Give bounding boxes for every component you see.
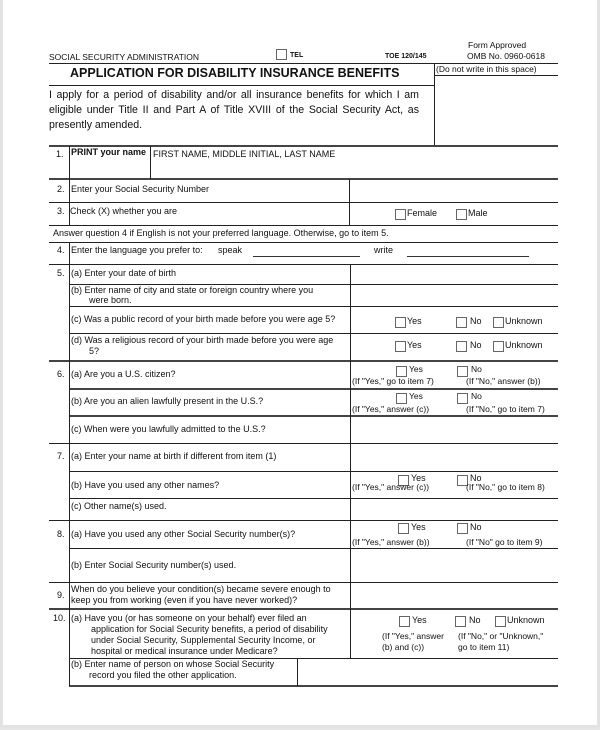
divider xyxy=(49,202,558,203)
yes-label: Yes xyxy=(411,473,426,483)
divider xyxy=(49,225,558,226)
q7b-yes-note: (If "Yes," answer (c)) xyxy=(352,482,430,492)
form-approved: Form Approved xyxy=(468,40,527,50)
divider xyxy=(49,443,558,444)
q6b-label: (b) Are you an alien lawfully present in the U.S.? xyxy=(71,396,264,406)
q7c-label: (c) Other name(s) used. xyxy=(71,501,167,511)
q8a-yes-checkbox[interactable] xyxy=(398,523,409,534)
tel-label: TEL xyxy=(290,52,304,59)
q8a-label: (a) Have you used any other Social Security number(s)? xyxy=(71,529,296,539)
q5d-label: (d) Was a religious record of your birth made before you were age xyxy=(71,335,334,345)
divider xyxy=(297,658,298,686)
q5d-no-checkbox[interactable] xyxy=(456,341,467,352)
divider xyxy=(49,85,434,86)
q5c-yes-checkbox[interactable] xyxy=(395,317,406,328)
divider xyxy=(349,179,350,225)
write-language-input[interactable] xyxy=(407,256,529,257)
form-title: APPLICATION FOR DISABILITY INSURANCE BENEFITS xyxy=(70,66,400,80)
q1-name-hint[interactable]: FIRST NAME, MIDDLE INITIAL, LAST NAME xyxy=(153,149,336,159)
q5a-label: (a) Enter your date of birth xyxy=(71,268,177,278)
yes-label: Yes xyxy=(411,522,426,532)
ssn-input[interactable] xyxy=(351,184,556,200)
q10a-label: (a) Have you (or has someone on your behalf) ever filed an xyxy=(71,613,307,623)
no-label: No xyxy=(471,391,482,401)
q5d-label-cont: 5? xyxy=(89,346,100,356)
q5b-label: (b) Enter name of city and state or foreign country where you xyxy=(71,285,314,295)
q5c-unknown-checkbox[interactable] xyxy=(493,317,504,328)
q6b-yes-note: (If "Yes," answer (c)) xyxy=(352,404,430,414)
yes-label: Yes xyxy=(407,340,422,350)
divider xyxy=(69,242,70,686)
unknown-label: Unknown xyxy=(507,615,545,625)
divider xyxy=(49,264,558,265)
female-checkbox[interactable] xyxy=(395,209,406,220)
yes-label: Yes xyxy=(412,615,427,625)
q3-label: Check (X) whether you are xyxy=(70,206,178,216)
no-label: No xyxy=(470,522,482,532)
do-not-write-label: (Do not write in this space) xyxy=(436,64,537,74)
divider xyxy=(69,415,558,417)
q10a-unknown-checkbox[interactable] xyxy=(495,616,506,627)
q10a-yes-checkbox[interactable] xyxy=(399,616,410,627)
q7a-label: (a) Enter your name at birth if different from item (1) xyxy=(71,451,277,461)
speak-label: speak xyxy=(218,245,243,255)
q2-label: Enter your Social Security Number xyxy=(71,184,210,194)
unknown-label: Unknown xyxy=(505,316,543,326)
q5c-no-checkbox[interactable] xyxy=(456,317,467,328)
q10a-label-cont: application for Social Security benefits, a period of disability xyxy=(91,624,328,634)
q10a-yes-note: (If "Yes," answer xyxy=(382,631,444,641)
q7b-no-note: (If "No," go to item 8) xyxy=(466,482,545,492)
divider xyxy=(350,264,351,658)
q10a-label-cont: under Social Security, Supplemental Security Income, or xyxy=(91,635,316,645)
agency-name: SOCIAL SECURITY ADMINISTRATION xyxy=(49,52,200,62)
q10a-label-cont: hospital or medical insurance under Medicare? xyxy=(91,646,278,656)
q5c-label: (c) Was a public record of your birth made before you were age 5? xyxy=(71,314,336,324)
q10a-yes-note-cont: (b) and (c)) xyxy=(382,642,425,652)
q7b-label: (b) Have you used any other names? xyxy=(71,480,220,490)
omb-number: OMB No. 0960-0618 xyxy=(467,51,545,61)
q9-label-cont: keep you from working (even if you have never worked)? xyxy=(71,595,298,605)
divider xyxy=(49,178,558,180)
divider xyxy=(49,608,558,610)
q6a-yes-note: (If "Yes," go to item 7) xyxy=(352,376,434,386)
q8a-no-note: (If "No" go to item 9) xyxy=(466,537,543,547)
q10a-no-note-cont: go to item 11) xyxy=(458,642,510,652)
q7-number: 7. xyxy=(57,451,65,461)
q9-label: When do you believe your condition(s) became severe enough to xyxy=(71,584,331,594)
q5d-unknown-checkbox[interactable] xyxy=(493,341,504,352)
q10a-no-checkbox[interactable] xyxy=(455,616,466,627)
yes-label: Yes xyxy=(409,364,423,374)
divider xyxy=(69,471,558,472)
q9-number: 9. xyxy=(57,590,65,600)
no-label: No xyxy=(470,340,482,350)
divider xyxy=(69,548,558,549)
q10b-label-cont: record you filed the other application. xyxy=(89,670,237,680)
divider xyxy=(69,685,558,687)
q10-number: 10. xyxy=(53,613,66,623)
yes-label: Yes xyxy=(407,316,422,326)
divider xyxy=(49,582,558,583)
q8b-label: (b) Enter Social Security number(s) used. xyxy=(71,560,237,570)
q3-number: 3. xyxy=(57,206,65,216)
q8a-no-checkbox[interactable] xyxy=(457,523,468,534)
divider xyxy=(69,498,558,499)
q6c-label: (c) When were you lawfully admitted to the U.S.? xyxy=(71,424,266,434)
q10b-label: (b) Enter name of person on whose Social Security xyxy=(71,659,275,669)
q6b-no-note: (If "No," go to item 7) xyxy=(466,404,545,414)
tel-checkbox[interactable] xyxy=(276,49,287,60)
toe-code: TOE 120/145 xyxy=(385,53,427,60)
write-label: write xyxy=(374,245,394,255)
q8-number: 8. xyxy=(57,529,65,539)
intro-text: I apply for a period of disability and/or all insurance benefits for which I am eligible under Title II and Part A of Title XVIII of the Social Security Act, as presently amended. xyxy=(49,89,419,131)
divider xyxy=(49,520,558,521)
male-label: Male xyxy=(468,208,488,218)
speak-language-input[interactable] xyxy=(253,256,360,257)
female-label: Female xyxy=(407,208,438,218)
yes-label: Yes xyxy=(409,391,423,401)
q5b-label-cont: were born. xyxy=(89,295,132,305)
no-label: No xyxy=(470,316,482,326)
q6a-label: (a) Are you a U.S. citizen? xyxy=(71,369,176,379)
divider xyxy=(69,333,558,334)
q5-number: 5. xyxy=(57,268,65,278)
q6a-no-note: (If "No," answer (b)) xyxy=(466,376,541,386)
male-checkbox[interactable] xyxy=(456,209,467,220)
divider xyxy=(49,360,558,362)
q6-number: 6. xyxy=(57,369,65,379)
no-label: No xyxy=(469,615,481,625)
q6b-yes-checkbox[interactable] xyxy=(396,393,407,404)
divider xyxy=(150,146,151,179)
q8a-yes-note: (If "Yes," answer (b)) xyxy=(352,537,430,547)
divider xyxy=(69,306,558,307)
q4-instruction: Answer question 4 if English is not your preferred language. Otherwise, go to item 5. xyxy=(53,228,389,238)
q4-label: Enter the language you prefer to: xyxy=(71,245,203,255)
divider xyxy=(434,63,435,147)
q2-number: 2. xyxy=(57,184,65,194)
divider xyxy=(434,75,558,76)
q1-number: 1. xyxy=(56,149,64,159)
q6b-no-checkbox[interactable] xyxy=(457,393,468,404)
no-label: No xyxy=(471,364,482,374)
divider xyxy=(69,388,558,390)
q1-label: PRINT your name xyxy=(71,147,147,157)
divider xyxy=(49,242,558,243)
no-label: No xyxy=(470,473,482,483)
q10a-no-note: (If "No," or "Unknown," xyxy=(458,631,544,641)
q4-number: 4. xyxy=(57,245,65,255)
q5d-yes-checkbox[interactable] xyxy=(395,341,406,352)
unknown-label: Unknown xyxy=(505,340,543,350)
